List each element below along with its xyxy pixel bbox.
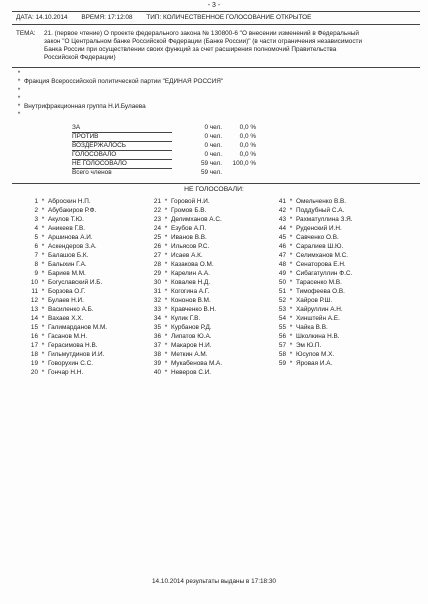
deputy-row <box>270 287 353 296</box>
deputy-row <box>145 269 222 278</box>
deputy-star: * <box>164 198 168 205</box>
deputy-row <box>145 314 222 323</box>
result-count-total: 59 чел. <box>200 169 222 176</box>
deputy-number: 37 <box>153 342 161 349</box>
deputy-row <box>270 305 353 314</box>
deputy-star: * <box>41 360 45 367</box>
deputy-name: Липатов Ю.А. <box>171 333 212 340</box>
deputy-row <box>22 233 107 242</box>
deputy-number: 18 <box>30 351 38 358</box>
deputy-row <box>270 278 353 287</box>
deputy-row <box>270 242 353 251</box>
deputy-row <box>22 278 107 287</box>
deputy-star: * <box>164 207 168 214</box>
deputy-row <box>270 197 353 206</box>
result-count-protiv: 0 чел. <box>204 133 222 140</box>
deputy-number: 7 <box>34 252 38 259</box>
deputy-name: Галимарданов М.М. <box>48 324 108 331</box>
deputy-number: 32 <box>153 297 161 304</box>
faction-group-name: Внутрифракционная группа Н.И.Булаева <box>24 103 146 110</box>
result-count-golosovalo: 0 чел. <box>204 151 222 158</box>
deputy-name: Макаров Н.И. <box>171 342 212 349</box>
tema-line: 21. (первое чтение) О проекте федерального закона № 130800-6 "О внесении изменений в Федеральный <box>44 30 359 37</box>
deputy-star: * <box>164 369 168 376</box>
faction-group: * Внутрифракционная группа Н.И.Булаева <box>17 103 146 110</box>
faction-star: * <box>17 111 21 118</box>
deputy-name: Сибагатуллин Ф.С. <box>296 270 353 277</box>
deputy-row <box>270 233 353 242</box>
deputy-row <box>22 341 107 350</box>
deputy-name: Карелин А.А. <box>171 270 210 277</box>
deputy-row <box>145 260 222 269</box>
result-count-vozderzhalos: 0 чел. <box>204 142 222 149</box>
deputy-number: 24 <box>153 225 161 232</box>
deputy-name: Булаев Н.И. <box>48 297 84 304</box>
deputy-star: * <box>289 243 293 250</box>
deputy-row <box>270 323 353 332</box>
deputy-row <box>145 296 222 305</box>
deputy-row <box>145 224 222 233</box>
tema-line: Банка России при осуществлении своих функций за счет расширения полномочий Правительства <box>44 46 337 53</box>
deputy-number: 50 <box>278 279 286 286</box>
deputy-star: * <box>164 261 168 268</box>
deputy-number: 53 <box>278 306 286 313</box>
deputy-star: * <box>41 369 45 376</box>
deputy-number: 22 <box>153 207 161 214</box>
deputy-name: Аршинова А.И. <box>48 234 93 241</box>
deputy-star: * <box>41 207 45 214</box>
deputy-row <box>145 278 222 287</box>
deputy-number: 21 <box>153 198 161 205</box>
deputy-name: Аникеев Г.В. <box>48 225 86 232</box>
deputy-name: Бариев М.М. <box>48 270 86 277</box>
deputy-number: 20 <box>30 369 38 376</box>
deputy-star: * <box>164 288 168 295</box>
faction-star: * <box>17 87 21 94</box>
deputy-star: * <box>289 207 293 214</box>
deputy-name: Василенко А.Б. <box>48 306 94 313</box>
deputy-number: 31 <box>153 288 161 295</box>
deputy-name: Чайка В.В. <box>296 324 328 331</box>
deputy-row <box>145 359 222 368</box>
header-top-rule <box>12 11 420 12</box>
deputy-number: 58 <box>278 351 286 358</box>
deputy-star: * <box>41 333 45 340</box>
deputy-star: * <box>41 342 45 349</box>
deputy-row <box>22 260 107 269</box>
deputy-name: Ильясов Р.С. <box>171 243 210 250</box>
deputy-star: * <box>289 351 293 358</box>
deputy-row <box>22 359 107 368</box>
faction-star: * <box>17 70 21 77</box>
deputy-star: * <box>41 315 45 322</box>
not-voted-column-3 <box>270 197 353 368</box>
deputy-name: Тарасенко М.В. <box>296 279 342 286</box>
deputy-name: Сенаторова Е.Н. <box>296 261 346 268</box>
deputy-name: Когогина А.Г. <box>171 288 210 295</box>
result-pct-golosovalo: 0,0 % <box>239 151 256 158</box>
result-label-za: ЗА <box>72 124 172 133</box>
result-label-total: Всего членов <box>72 169 112 176</box>
deputy-row <box>270 206 353 215</box>
deputy-star: * <box>289 225 293 232</box>
deputy-number: 29 <box>153 270 161 277</box>
deputy-name: Акулов Т.Ю. <box>48 216 84 223</box>
deputy-number: 16 <box>30 333 38 340</box>
deputy-star: * <box>289 360 293 367</box>
deputy-name: Эм Ю.П. <box>296 342 322 349</box>
deputy-name: Езубов А.П. <box>171 225 207 232</box>
deputy-name: Говорухин С.С. <box>48 360 93 367</box>
deputy-star: * <box>289 306 293 313</box>
deputy-name: Балашов Б.К. <box>48 252 89 259</box>
deputy-star: * <box>164 243 168 250</box>
deputy-star: * <box>164 225 168 232</box>
result-pct-protiv: 0,0 % <box>239 133 256 140</box>
deputy-star: * <box>41 306 45 313</box>
deputy-number: 48 <box>278 261 286 268</box>
tema-line: закон "О Центральном банке Российской Федерации (Банке России)" (в части ограничения независимости <box>44 38 363 45</box>
deputy-row <box>270 350 353 359</box>
deputy-star: * <box>289 297 293 304</box>
deputy-row <box>145 350 222 359</box>
deputy-number: 47 <box>278 252 286 259</box>
deputy-name: Меткин А.М. <box>171 351 208 358</box>
deputy-number: 11 <box>31 288 38 295</box>
deputy-number: 25 <box>153 234 161 241</box>
deputy-row <box>145 323 222 332</box>
deputy-star: * <box>289 288 293 295</box>
deputy-star: * <box>41 324 45 331</box>
deputy-row <box>145 215 222 224</box>
deputy-row <box>22 215 107 224</box>
deputy-row <box>22 197 107 206</box>
deputy-name: Гильмутдинов И.И. <box>48 351 105 358</box>
deputy-star: * <box>164 360 168 367</box>
deputy-name: Вахаев Х.Х. <box>48 315 84 322</box>
faction-star: * <box>17 95 21 102</box>
deputy-row <box>270 260 353 269</box>
deputy-star: * <box>289 315 293 322</box>
deputy-number: 4 <box>34 225 38 232</box>
deputy-number: 30 <box>153 279 161 286</box>
deputy-row <box>145 242 222 251</box>
deputy-star: * <box>164 252 168 259</box>
deputy-star: * <box>164 234 168 241</box>
deputy-row <box>22 242 107 251</box>
deputy-row <box>22 287 107 296</box>
deputy-star: * <box>41 225 45 232</box>
footer-results-issued: 14.10.2014 результаты выданы в 17:18:30 <box>152 578 276 585</box>
deputy-name: Богуславский И.Б. <box>48 279 103 286</box>
deputy-number: 28 <box>153 261 161 268</box>
deputy-star: * <box>41 243 45 250</box>
deputy-name: Омельченко В.В. <box>296 198 347 205</box>
deputy-number: 3 <box>34 216 38 223</box>
deputy-row <box>145 206 222 215</box>
deputy-number: 36 <box>153 333 161 340</box>
deputy-star: * <box>164 333 168 340</box>
deputy-name: Селимханов М.С. <box>296 252 349 259</box>
deputy-star: * <box>289 324 293 331</box>
result-count-ne-golosovalo: 59 чел. <box>200 160 222 167</box>
deputy-row <box>270 269 353 278</box>
deputy-name: Курбанов Р.Д. <box>171 324 212 331</box>
deputy-number: 57 <box>278 342 286 349</box>
deputy-star: * <box>41 297 45 304</box>
deputy-row <box>270 251 353 260</box>
deputy-row <box>22 314 107 323</box>
deputy-star: * <box>41 252 45 259</box>
deputy-star: * <box>289 279 293 286</box>
header-bottom-rule <box>12 24 420 25</box>
deputy-name: Аброскин Н.П. <box>48 198 91 205</box>
not-voted-rule <box>12 183 420 184</box>
deputy-name: Иванов В.В. <box>171 234 207 241</box>
deputy-name: Делимханов А.С. <box>171 216 222 223</box>
deputy-name: Абубакиров Р.Ф. <box>48 207 97 214</box>
deputy-name: Аскендеров З.А. <box>48 243 97 250</box>
tema-text <box>44 30 374 62</box>
deputy-star: * <box>289 234 293 241</box>
deputy-name: Мукабенова М.А. <box>171 360 223 367</box>
result-pct-ne-golosovalo: 100,0 % <box>232 160 256 167</box>
deputy-number: 27 <box>153 252 161 259</box>
tema-label: ТЕМА: <box>16 30 36 37</box>
deputy-star: * <box>41 351 45 358</box>
deputy-name: Руденский И.Н. <box>296 225 342 232</box>
deputy-number: 54 <box>278 315 286 322</box>
vote-type: ТИП: КОЛИЧЕСТВЕННОЕ ГОЛОСОВАНИЕ ОТКРЫТОЕ <box>146 14 312 21</box>
deputy-number: 59 <box>278 360 286 367</box>
deputy-name: Хинштейн А.Е. <box>296 315 340 322</box>
deputy-number: 33 <box>153 306 161 313</box>
page-number: - 3 - <box>207 2 221 9</box>
deputy-name: Кулик Г.В. <box>171 315 201 322</box>
deputy-name: Поддубный С.А. <box>296 207 345 214</box>
deputy-row <box>270 314 353 323</box>
deputy-number: 39 <box>153 360 161 367</box>
deputy-number: 51 <box>278 288 286 295</box>
deputy-number: 34 <box>153 315 161 322</box>
deputy-star: * <box>289 216 293 223</box>
vote-header <box>16 14 323 21</box>
deputy-star: * <box>164 351 168 358</box>
deputy-row <box>270 296 353 305</box>
deputy-name: Исаев А.К. <box>171 252 203 259</box>
deputy-row <box>22 305 107 314</box>
tema-rule <box>12 67 420 68</box>
deputy-number: 17 <box>30 342 38 349</box>
deputy-star: * <box>164 342 168 349</box>
faction-party: * Фракция Всероссийской политической партии "ЕДИНАЯ РОССИЯ" <box>17 78 224 85</box>
deputy-row <box>145 341 222 350</box>
deputy-name: Яровая И.А. <box>296 360 333 367</box>
result-count-za: 0 чел. <box>204 124 222 131</box>
deputy-star: * <box>289 252 293 259</box>
deputy-number: 12 <box>30 297 38 304</box>
deputy-row <box>270 215 353 224</box>
deputy-row <box>22 224 107 233</box>
result-pct-vozderzhalos: 0,0 % <box>239 142 256 149</box>
deputy-name: Савченко О.В. <box>296 234 339 241</box>
deputy-row <box>145 305 222 314</box>
deputy-row <box>145 287 222 296</box>
vote-date: ДАТА: 14.10.2014 <box>16 14 68 21</box>
deputy-number: 43 <box>278 216 286 223</box>
deputy-number: 26 <box>153 243 161 250</box>
deputy-row <box>145 368 222 377</box>
deputy-row <box>22 323 107 332</box>
deputy-number: 6 <box>34 243 38 250</box>
deputy-number: 19 <box>30 360 38 367</box>
deputy-row <box>270 359 353 368</box>
deputy-row <box>22 269 107 278</box>
deputy-name: Казакова О.М. <box>171 261 214 268</box>
deputy-row <box>270 224 353 233</box>
deputy-name: Саралиев Ш.Ю. <box>296 243 344 250</box>
deputy-number: 14 <box>30 315 38 322</box>
deputy-row <box>22 332 107 341</box>
deputy-number: 56 <box>278 333 286 340</box>
deputy-name: Кравченко В.Н. <box>171 306 216 313</box>
deputy-star: * <box>41 216 45 223</box>
result-pct-za: 0,0 % <box>239 124 256 131</box>
deputy-name: Школкина Н.В. <box>296 333 340 340</box>
deputy-name: Герасимова Н.В. <box>48 342 98 349</box>
result-label-golosovalo: ГОЛОСОВАЛО <box>72 151 172 160</box>
deputy-number: 46 <box>278 243 286 250</box>
deputy-row <box>145 332 222 341</box>
deputy-star: * <box>164 315 168 322</box>
deputy-row <box>22 206 107 215</box>
deputy-name: Горовой Н.И. <box>171 198 210 205</box>
not-voted-column-1 <box>22 197 107 377</box>
deputy-name: Хайров Р.Ш. <box>296 297 333 304</box>
deputy-name: Неверов С.И. <box>171 369 212 376</box>
deputy-row <box>270 332 353 341</box>
deputy-row <box>22 368 107 377</box>
deputy-number: 40 <box>153 369 161 376</box>
deputy-number: 52 <box>278 297 286 304</box>
deputy-star: * <box>41 270 45 277</box>
deputy-star: * <box>164 270 168 277</box>
deputy-number: 1 <box>34 198 38 205</box>
deputy-star: * <box>41 198 45 205</box>
deputy-row <box>22 251 107 260</box>
vote-time: ВРЕМЯ: 17:12:08 <box>81 14 133 21</box>
deputy-name: Гончар Н.Н. <box>48 369 84 376</box>
deputy-name: Громов Б.В. <box>171 207 207 214</box>
deputy-star: * <box>41 279 45 286</box>
deputy-number: 8 <box>34 261 38 268</box>
deputy-name: Балыхин Г.А. <box>48 261 87 268</box>
deputy-star: * <box>289 333 293 340</box>
deputy-number: 15 <box>30 324 38 331</box>
deputy-name: Кононов В.М. <box>171 297 211 304</box>
deputy-number: 13 <box>30 306 38 313</box>
deputy-number: 44 <box>278 225 286 232</box>
deputy-name: Борзова О.Г. <box>48 288 86 295</box>
deputy-name: Хайруллин А.Н. <box>296 306 343 313</box>
deputy-name: Ковалев Н.Д. <box>171 279 211 286</box>
deputy-name: Тимофеева О.В. <box>296 288 345 295</box>
deputy-star: * <box>289 261 293 268</box>
deputy-star: * <box>164 324 168 331</box>
deputy-number: 45 <box>278 234 286 241</box>
deputy-star: * <box>164 216 168 223</box>
tema-line: Российской Федерации) <box>44 54 116 61</box>
result-label-protiv: ПРОТИВ <box>72 133 172 142</box>
result-label-vozderzhalos: ВОЗДЕРЖАЛОСЬ <box>72 142 172 151</box>
deputy-star: * <box>164 297 168 304</box>
deputy-name: Гасанов М.Н. <box>48 333 88 340</box>
deputy-star: * <box>164 306 168 313</box>
deputy-number: 23 <box>153 216 161 223</box>
faction-party-name: Фракция Всероссийской политической партии "ЕДИНАЯ РОССИЯ" <box>24 78 224 85</box>
deputy-number: 5 <box>34 234 38 241</box>
deputy-row <box>22 350 107 359</box>
deputy-name: Рахматуллина З.Я. <box>296 216 353 223</box>
deputy-row <box>270 341 353 350</box>
deputy-row <box>145 197 222 206</box>
result-label-ne-golosovalo: НЕ ГОЛОСОВАЛО <box>72 160 172 169</box>
not-voted-column-2 <box>145 197 222 377</box>
deputy-star: * <box>41 261 45 268</box>
deputy-row <box>145 251 222 260</box>
deputy-star: * <box>41 288 45 295</box>
deputy-number: 9 <box>34 270 38 277</box>
deputy-star: * <box>289 198 293 205</box>
deputy-number: 10 <box>30 279 38 286</box>
deputy-name: Юсупов М.Х. <box>296 351 335 358</box>
deputy-number: 2 <box>34 207 38 214</box>
deputy-number: 55 <box>278 324 286 331</box>
deputy-row <box>22 296 107 305</box>
deputy-number: 38 <box>153 351 161 358</box>
deputy-star: * <box>41 234 45 241</box>
deputy-row <box>145 233 222 242</box>
deputy-star: * <box>164 279 168 286</box>
deputy-star: * <box>289 342 293 349</box>
deputy-number: 49 <box>278 270 286 277</box>
deputy-number: 35 <box>153 324 161 331</box>
deputy-star: * <box>289 270 293 277</box>
not-voted-title: НЕ ГОЛОСОВАЛИ: <box>184 186 244 193</box>
deputy-number: 41 <box>278 198 286 205</box>
deputy-number: 42 <box>278 207 286 214</box>
